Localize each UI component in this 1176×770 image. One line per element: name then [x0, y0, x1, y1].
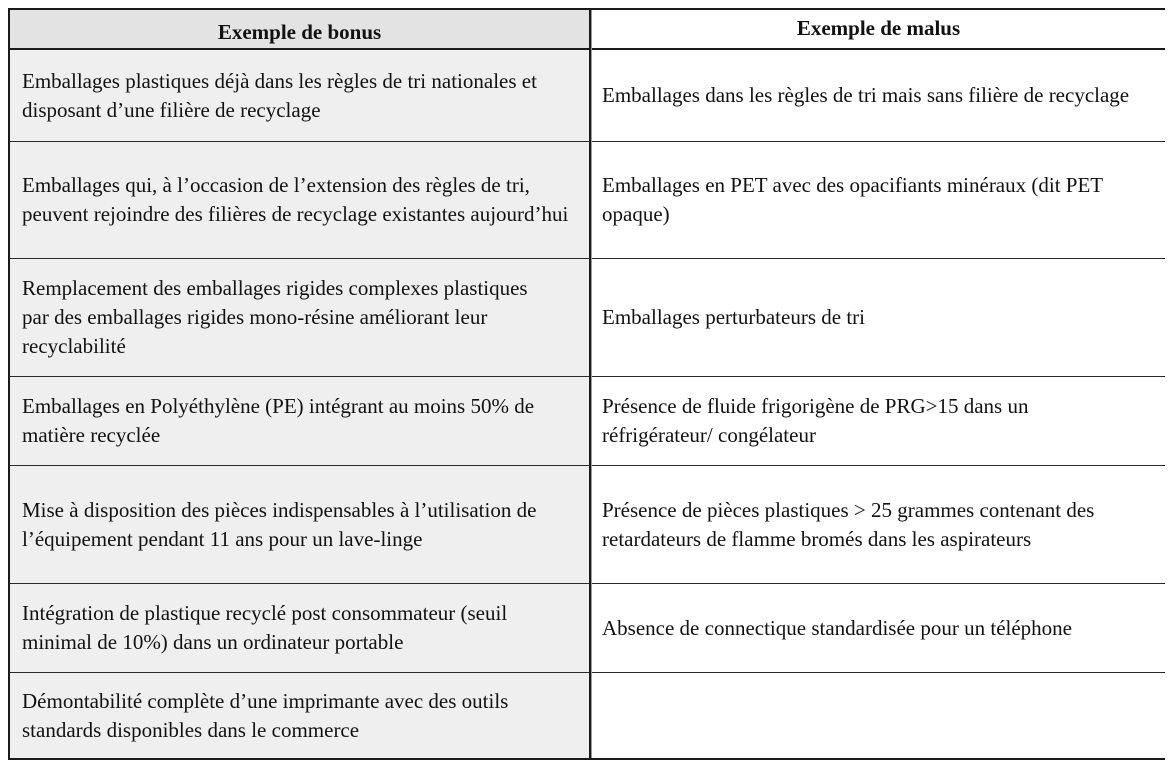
malus-text: Emballages dans les règles de tri mais sans filière de recyclage [602, 83, 1130, 107]
bonus-text: Démontabilité complète d’une imprimante avec des outils standards disponibles dans le commerce [22, 688, 509, 742]
malus-cell [592, 466, 1165, 583]
table-row [10, 584, 1163, 673]
bonus-cell [10, 142, 589, 258]
malus-cell [592, 377, 1165, 465]
malus-text: Emballages perturbateurs de tri [602, 305, 865, 329]
table-row [10, 466, 1163, 584]
bonus-text: Emballages plastiques déjà dans les règles de tri nationales et disposant d’une filière de recyclage [22, 68, 537, 122]
table-row [10, 673, 1163, 758]
bonus-text: Emballages qui, à l’occasion de l’extension des règles de tri, peuvent rejoindre des filières de recyclage existantes aujourd’hui [22, 173, 569, 226]
table-row [10, 142, 1163, 259]
bonus-cell [10, 673, 589, 758]
malus-cell [592, 142, 1165, 258]
bonus-cell [10, 377, 589, 465]
column-divider-shadow [591, 10, 592, 758]
malus-cell [592, 50, 1165, 141]
malus-cell [592, 259, 1165, 376]
malus-text: Présence de pièces plastiques > 25 grammes contenant des retardateurs de flamme bromés dans les aspirateurs [602, 497, 1095, 551]
header-cell-bonus [10, 10, 589, 48]
malus-text: Présence de fluide frigorigène de PRG>15 dans un réfrigérateur/ congélateur [602, 394, 1029, 447]
bonus-text: Mise à disposition des pièces indispensables à l’utilisation de l’équipement pendant 11 ans pour un lave-linge [22, 497, 537, 551]
bonus-cell [10, 584, 589, 672]
table-row [10, 377, 1163, 466]
header-cell-malus [592, 10, 1165, 48]
malus-text: Absence de connectique standardisée pour un téléphone [602, 615, 1072, 640]
bonus-cell [10, 466, 589, 583]
bonus-text: Emballages en Polyéthylène (PE) intégrant au moins 50% de matière recyclée [22, 394, 535, 447]
bonus-cell [10, 259, 589, 376]
table-row [10, 50, 1163, 142]
malus-text: Emballages en PET avec des opacifiants minéraux (dit PET opaque) [602, 173, 1103, 226]
table-header-row [10, 10, 1163, 50]
header-bonus-label: Exemple de bonus [217, 20, 382, 44]
malus-cell [592, 673, 1165, 758]
bonus-cell [10, 50, 589, 141]
bonus-text: Intégration de plastique recyclé post consommateur (seuil minimal de 10%) dans un ordinateur portable [22, 601, 508, 654]
bonus-malus-table [8, 8, 1165, 760]
table-row [10, 259, 1163, 377]
header-malus-label: Exemple de malus [796, 16, 961, 40]
bonus-text: Remplacement des emballages rigides complexes plastiques par des emballages rigides mono-résine améliorant leur recyclabilité [22, 276, 528, 358]
malus-cell [592, 584, 1165, 672]
